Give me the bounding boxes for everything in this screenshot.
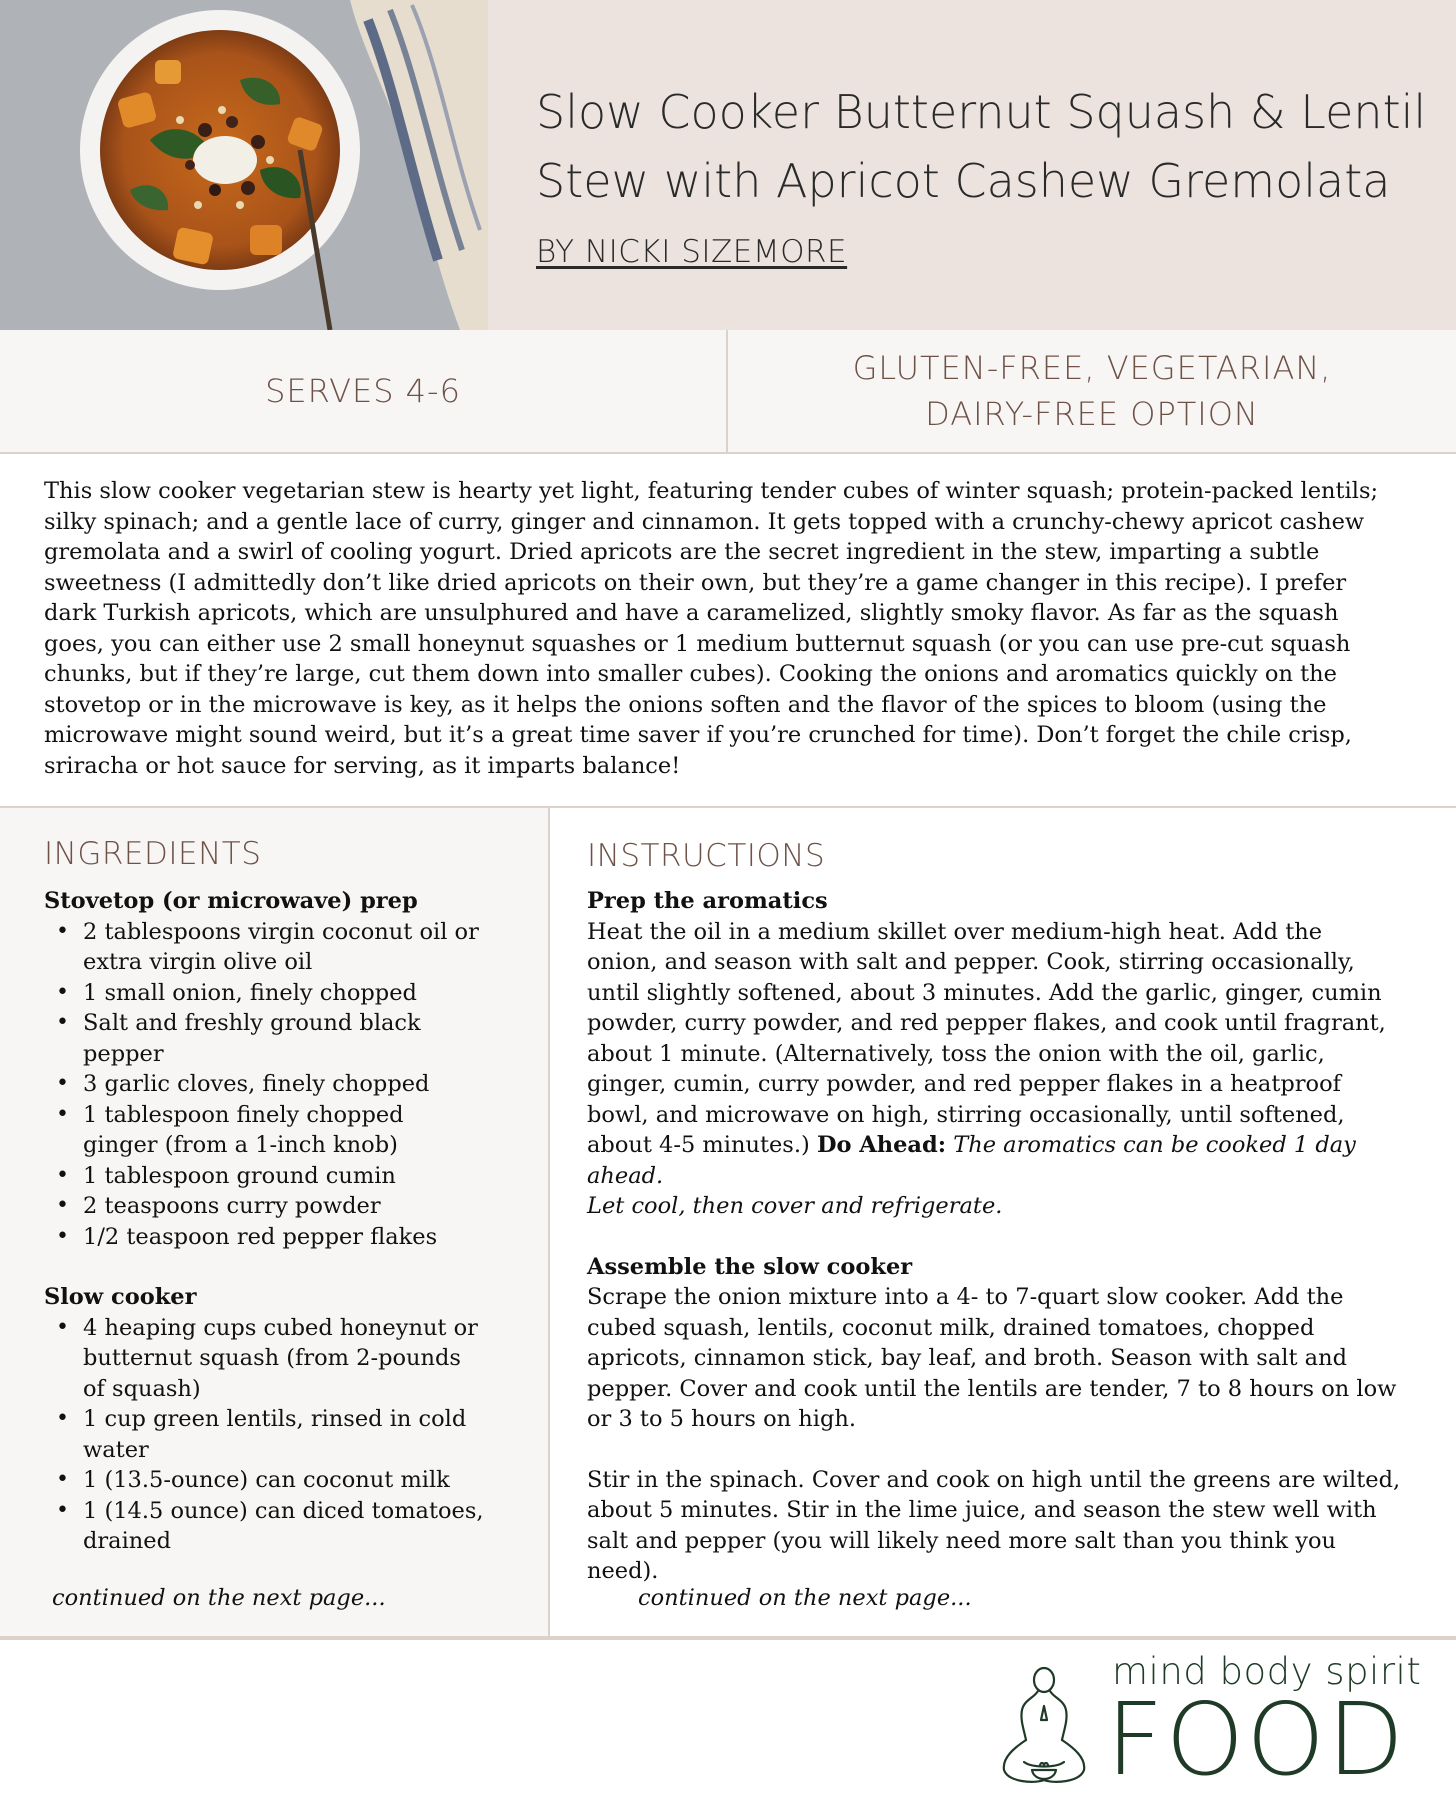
ingredient-item: • 1 small onion, finely chopped bbox=[44, 978, 514, 1009]
instructions-column bbox=[550, 808, 1456, 1636]
recipe-meta-bar bbox=[0, 330, 1456, 454]
ingredient-item: • 1 (13.5-ounce) can coconut milk bbox=[44, 1465, 514, 1496]
diet-cell bbox=[728, 330, 1456, 452]
ingredient-item: • 2 tablespoons virgin coconut oil or extra virgin olive oil bbox=[44, 917, 514, 978]
intro-line: gremolata and a swirl of cooling yogurt. Dried apricots are the secret ingredient in the stew, imparting a subtle bbox=[44, 539, 1320, 565]
ingredient-group-stovetop bbox=[44, 917, 514, 1253]
instructions-list bbox=[587, 886, 1427, 1587]
continued-note: continued on the next page... bbox=[52, 1585, 386, 1611]
intro-line: sriracha or hot sauce for serving, as it imparts balance! bbox=[44, 752, 681, 779]
step-text: Scrape the onion mixture into a 4- to 7-quart slow cooker. Add the cubed squash, lentils, coconut milk, drained tomatoes, chopped apricots, cinnamon stick, bay leaf, and broth. Season with salt and pepper. Cover and cook until the lentils are tender, 7 to 8 hours on low or 3 to 5 hours on high. bbox=[587, 1284, 1397, 1432]
ingredient-item: • 1/2 teaspoon red pepper flakes bbox=[44, 1222, 514, 1253]
intro-line: dark Turkish apricots, which are unsulphured and have a caramelized, slightly smoky flavor. As far as the squash bbox=[44, 600, 1339, 626]
ingredient-item: • 1 cup green lentils, rinsed in cold water bbox=[44, 1404, 514, 1465]
serves-text: SERVES 4-6 bbox=[265, 372, 461, 410]
intro-line: goes, you can either use 2 small honeynut squashes or 1 medium butternut squash (or you can use pre-cut squash bbox=[44, 630, 1351, 657]
intro-line: stovetop or in the microwave is key, as it helps the onions soften and the flavor of the spices to bloom (using the bbox=[44, 691, 1327, 718]
brand-logo bbox=[994, 1650, 1422, 1810]
ingredient-item: • 4 heaping cups cubed honeynut or butternut squash (from 2-pounds of squash) bbox=[44, 1313, 514, 1405]
ingredient-item: • 1 (14.5 ounce) can diced tomatoes, drained bbox=[44, 1496, 514, 1557]
ingredient-group-slow-cooker bbox=[44, 1313, 514, 1557]
recipe-title-line-2: Stew with Apricot Cashew Gremolata bbox=[536, 154, 1391, 208]
stew-bowl-photo bbox=[0, 0, 488, 330]
ingredient-item: • Salt and freshly ground black pepper bbox=[44, 1008, 514, 1069]
step-text: Heat the oil in a medium skillet over medium-high heat. Add the onion, and season with salt and pepper. Cook, stirring occasionally, until slightly softened, about 3 minutes. Add the garlic, ginger, cumin powder, curry powder, and red pepper flakes, and cook until fragrant, about 1 minute. (Alternatively, toss the onion with the oil, garlic, ginger, cumin, curry powder, and red pepper flakes in a heatproof bowl, and microwave on high, stirring occasionally, until softened, about 4-5 minutes.) Do Ahead: The aromatics can be cooked 1 day ahead. Let cool, then cover and refrigerate. bbox=[587, 918, 1386, 1219]
intro-line: microwave might sound weird, but it’s a great time saver if you’re crunched for time). Don’t forget the chile crisp, bbox=[44, 722, 1352, 748]
diet-line-2: DAIRY-FREE OPTION bbox=[925, 395, 1259, 433]
do-ahead-label: Do Ahead: bbox=[816, 1132, 947, 1158]
recipe-title bbox=[536, 78, 1436, 216]
ingredient-group-title: Stovetop (or microwave) prep bbox=[44, 888, 418, 914]
ingredient-group-title: Slow cooker bbox=[44, 1284, 197, 1310]
ingredients-heading: INGREDIENTS bbox=[44, 836, 262, 872]
intro-line: silky spinach; and a gentle lace of curry, ginger and cinnamon. It gets topped with a crunchy-chewy apricot cashew bbox=[44, 508, 1365, 535]
brand-tagline: mind body spirit bbox=[1112, 1650, 1422, 1693]
ingredient-item: • 1 tablespoon finely chopped ginger (from a 1-inch knob) bbox=[44, 1100, 514, 1161]
diet-line-1: GLUTEN-FREE, VEGETARIAN, bbox=[852, 349, 1332, 387]
step-title: Assemble the slow cooker bbox=[587, 1253, 913, 1280]
footer-divider bbox=[0, 1636, 1456, 1640]
continued-note: continued on the next page... bbox=[638, 1585, 972, 1611]
ingredients-list bbox=[44, 886, 514, 1557]
ingredients-column bbox=[0, 808, 550, 1636]
ingredient-item: • 1 tablespoon ground cumin bbox=[44, 1161, 514, 1192]
title-block bbox=[536, 78, 1436, 270]
intro-line: sweetness (I admittedly don’t like dried apricots on their own, but they’re a game changer in this recipe). I prefer bbox=[44, 569, 1347, 596]
intro-line: chunks, but if they’re large, cut them down into smaller cubes). Cooking the onions and aromatics quickly on the bbox=[44, 661, 1337, 687]
instructions-heading: INSTRUCTIONS bbox=[587, 838, 826, 874]
brand-name: FOOD bbox=[1106, 1681, 1406, 1798]
recipe-intro bbox=[44, 476, 1424, 781]
ingredient-item: • 2 teaspoons curry powder bbox=[44, 1191, 514, 1222]
serves-cell bbox=[0, 330, 728, 452]
intro-line: This slow cooker vegetarian stew is hearty yet light, featuring tender cubes of winter squash; protein-packed lentils; bbox=[44, 478, 1379, 504]
recipe-header bbox=[0, 0, 1456, 330]
author-link[interactable]: BY NICKI SIZEMORE bbox=[536, 234, 848, 270]
recipe-title-line-1: Slow Cooker Butternut Squash & Lentil bbox=[536, 85, 1427, 139]
meditating-figure-icon bbox=[994, 1658, 1094, 1808]
step-title: Prep the aromatics bbox=[587, 888, 828, 914]
step-text: Stir in the spinach. Cover and cook on high until the greens are wilted, about 5 minutes. Stir in the lime juice, and season the stew well with salt and pepper (you will likely need more salt than you think you need). bbox=[587, 1466, 1401, 1584]
ingredient-item: • 3 garlic cloves, finely chopped bbox=[44, 1069, 514, 1100]
